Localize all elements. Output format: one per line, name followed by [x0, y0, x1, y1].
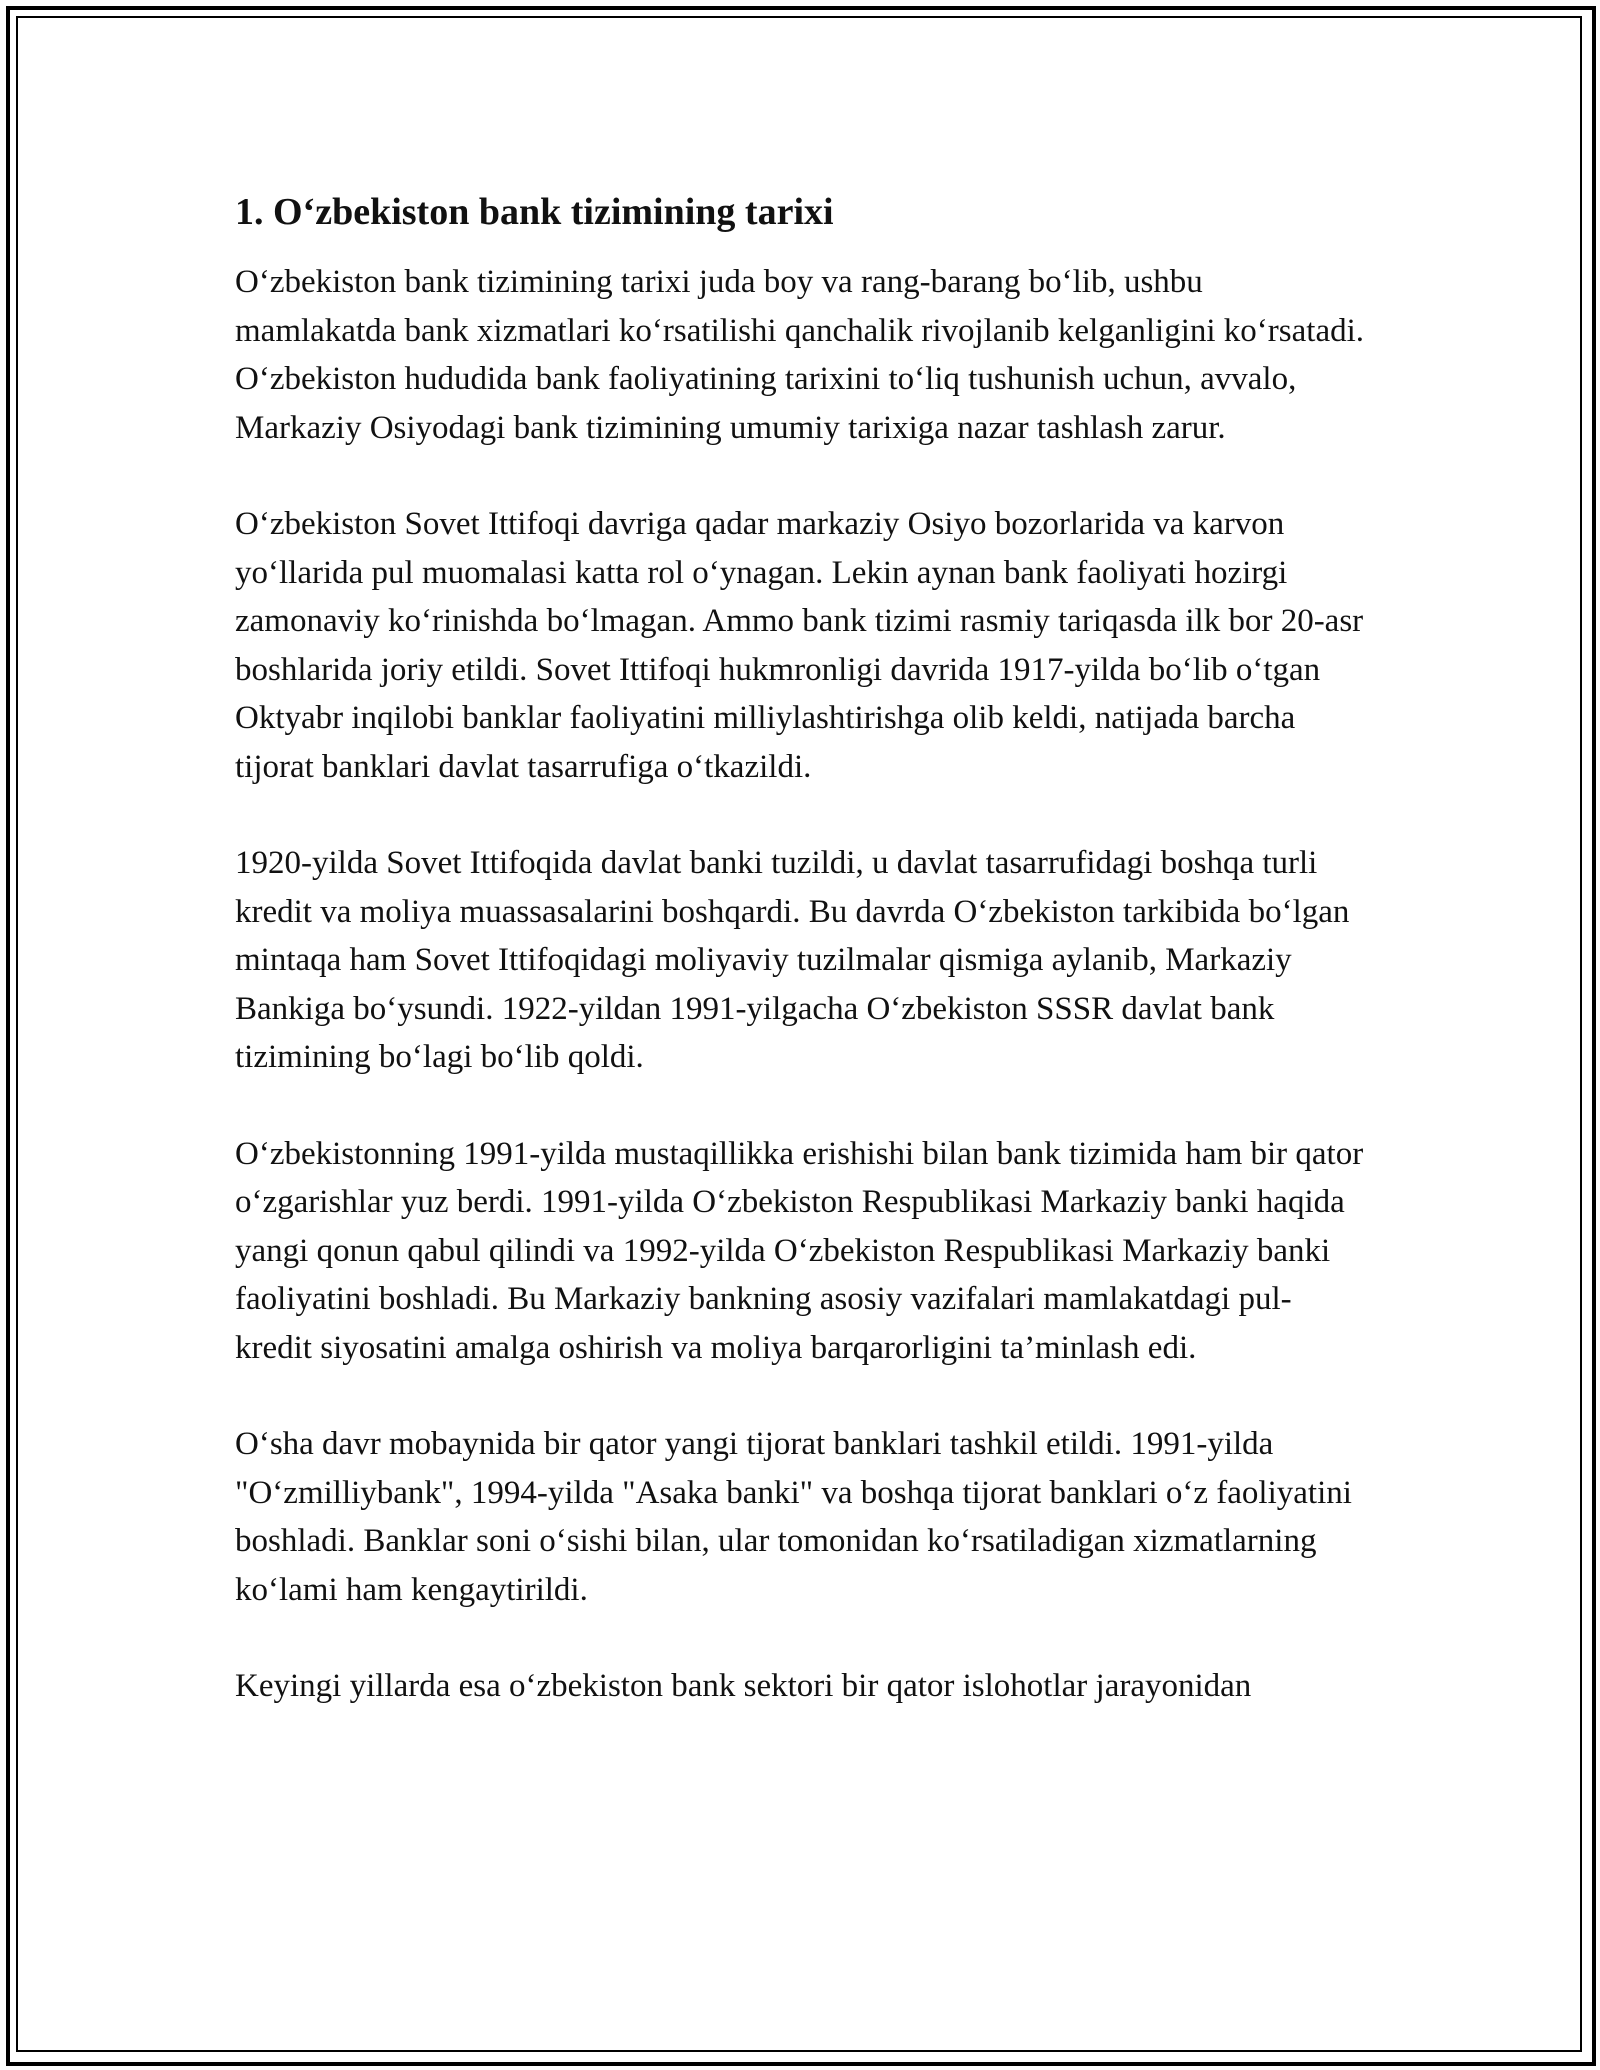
paragraph-2: O‘zbekiston Sovet Ittifoqi davriga qadar markaziy Osiyo bozorlarida va karvon yo‘llarida pul muomalasi katta rol o‘ynagan. Lekin aynan bank faoliyati hozirgi zamonaviy ko‘rinishda bo‘lmagan. Ammo bank tizimi rasmiy tariqasda ilk bor 20-asr boshlarida joriy etildi. Sovet Ittifoqi hukmronligi davrida 1917-yilda bo‘lib o‘tgan Oktyabr inqilobi banklar faoliyatini milliylashtirishga olib keldi, natijada barcha tijorat banklari davlat tasarrufiga o‘tkazildi.: [235, 506, 1364, 785]
paragraph-1: O‘zbekiston bank tizimining tarixi juda boy va rang-barang bo‘lib, ushbu mamlakatda bank xizmatlari ko‘rsatilishi qanchalik rivojlanib kelganligini ko‘rsatadi. O‘zbekiston hududida bank faoliyatining tarixini to‘liq tushunish uchun, avvalo, Markaziy Osiyodagi bank tizimining umumiy tarixiga nazar tashlash zarur.: [235, 264, 1365, 446]
paragraph-5: O‘sha davr mobaynida bir qator yangi tijorat banklari tashkil etildi. 1991-yilda "O‘zmilliybank", 1994-yilda "Asaka banki" va boshqa tijorat banklari o‘z faoliyatini boshladi. Banklar soni o‘sishi bilan, ular tomonidan ko‘rsatiladigan xizmatlarning ko‘lami ham kengaytirildi.: [235, 1426, 1352, 1608]
document-title: 1. O‘zbekiston bank tizimining tarixi: [235, 191, 834, 233]
document-body: [235, 186, 1365, 1759]
paragraph-3: 1920-yilda Sovet Ittifoqida davlat banki tuzildi, u davlat tasarrufidagi boshqa turli kredit va moliya muassasalarini boshqardi. Bu davrda O‘zbekiston tarkibida bo‘lgan mintaqa ham Sovet Ittifoqidagi moliyaviy tuzilmalar qismiga aylanib, Markaziy Bankiga bo‘ysundi. 1922-yildan 1991-yilgacha O‘zbekiston SSSR davlat bank tizimining bo‘lagi bo‘lib qoldi.: [235, 845, 1350, 1075]
paragraph-4: O‘zbekistonning 1991-yilda mustaqillikka erishishi bilan bank tizimida ham bir qator o‘zgarishlar yuz berdi. 1991-yilda O‘zbekiston Respublikasi Markaziy banki haqida yangi qonun qabul qilindi va 1992-yilda O‘zbekiston Respublikasi Markaziy banki faoliyatini boshladi. Bu Markaziy bankning asosiy vazifalari mamlakatdagi pul-kredit siyosatini amalga oshirish va moliya barqarorligini ta’minlash edi.: [235, 1135, 1364, 1366]
paragraph-6: Keyingi yillarda esa o‘zbekiston bank sektori bir qator islohotlar jarayonidan: [235, 1668, 1252, 1704]
